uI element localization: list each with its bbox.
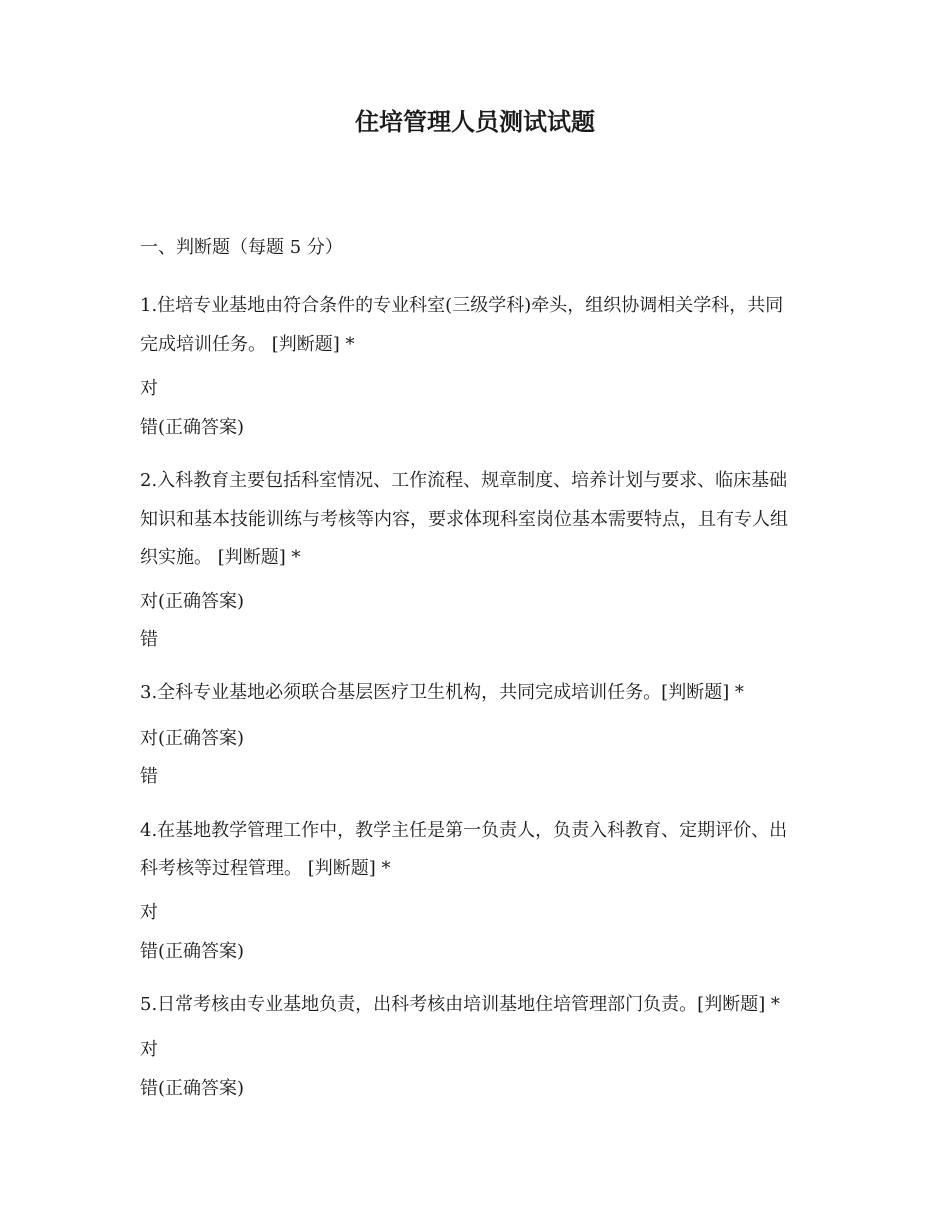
question-4-line-2: 科考核等过程管理。 [判断题] * [140,858,391,879]
section-heading: 一、判断题（每题 5 分） [140,237,343,258]
question-4-option-2: 错(正确答案) [140,941,245,962]
question-5-option-2: 错(正确答案) [140,1078,245,1099]
question-3-line-1: 3.全科专业基地必须联合基层医疗卫生机构，共同完成培训任务。[判断题] * [140,682,744,703]
question-2-line-2: 知识和基本技能训练与考核等内容，要求体现科室岗位基本需要特点，且有专人组 [140,509,788,530]
question-4-line-1: 4.在基地教学管理工作中，教学主任是第一负责人，负责入科教育、定期评价、出 [140,820,788,841]
question-5-option-1: 对 [140,1039,158,1060]
question-2-option-2: 错 [140,629,158,650]
question-3-option-2: 错 [140,766,158,787]
question-1-option-1: 对 [140,378,158,399]
question-5-line-1: 5.日常考核由专业基地负责，出科考核由培训基地住培管理部门负责。[判断题] * [140,994,780,1015]
document-title: 住培管理人员测试试题 [355,108,595,136]
question-1-option-2: 错(正确答案) [140,417,245,438]
question-1-line-2: 完成培训任务。 [判断题] * [140,334,355,355]
question-2-option-1: 对(正确答案) [140,591,245,612]
question-2-line-3: 织实施。 [判断题] * [140,547,301,568]
question-4-option-1: 对 [140,902,158,923]
question-3-option-1: 对(正确答案) [140,728,245,749]
question-2-line-1: 2.入科教育主要包括科室情况、工作流程、规章制度、培养计划与要求、临床基础 [140,470,788,491]
question-1-line-1: 1.住培专业基地由符合条件的专业科室(三级学科)牵头，组织协调相关学科，共同 [140,295,784,316]
